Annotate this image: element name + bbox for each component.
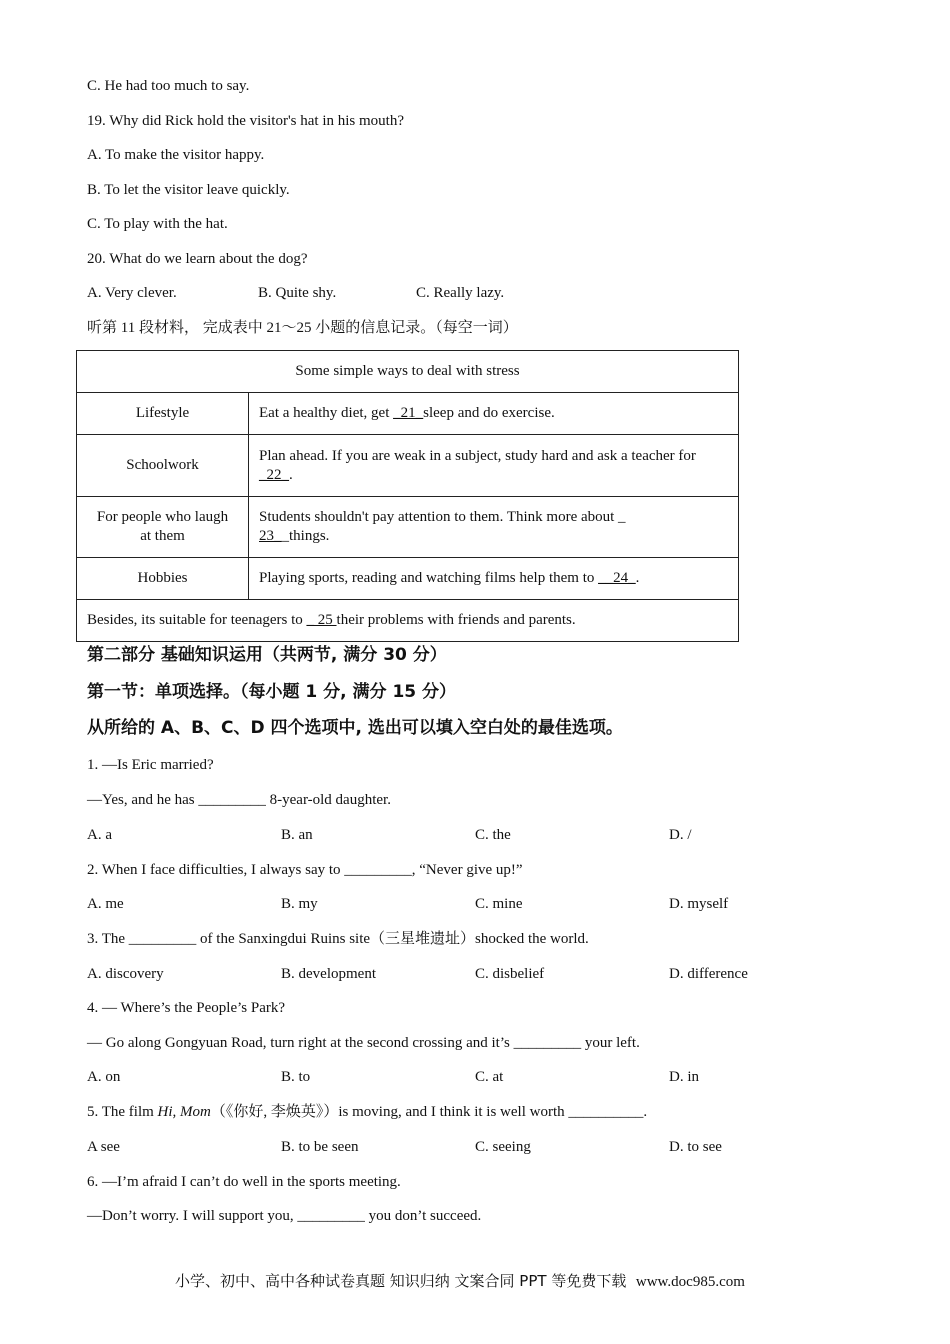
table-footer-row: Besides, its suitable for teenagers to _ 25 their problems with friends and parents. bbox=[77, 600, 739, 642]
q5-option-c: C. seeing bbox=[475, 1139, 531, 1155]
q2-option-b: B. my bbox=[281, 896, 318, 912]
q4-option-d: D. in bbox=[669, 1069, 699, 1085]
section1-instruction: 从所给的 A、B、C、D 四个选项中, 选出可以填入空白处的最佳选项。 bbox=[87, 718, 623, 738]
q6-stem: 6. —I’m afraid I can’t do well in the sports meeting. bbox=[87, 1174, 401, 1190]
q2-stem: 2. When I face difficulties, I always say to _________, “Never give up!” bbox=[87, 862, 523, 878]
q20-option-c: C. Really lazy. bbox=[416, 285, 505, 301]
q4-stem-line2: — Go along Gongyuan Road, turn right at the second crossing and it’s _________ your left. bbox=[87, 1035, 640, 1051]
q1-option-a: A. a bbox=[87, 827, 112, 843]
q5-option-b: B. to be seen bbox=[281, 1139, 359, 1155]
row-label: For people who laugh at them bbox=[77, 497, 249, 558]
footer-text: 小学、初中、高中各种试卷真题 知识归纳 文案合同 PPT 等免费下载 bbox=[175, 1272, 627, 1290]
blank-22[interactable]: _22_ bbox=[259, 466, 289, 483]
q2-option-a: A. me bbox=[87, 896, 124, 912]
table-row bbox=[77, 558, 739, 600]
q5-option-a: A see bbox=[87, 1139, 120, 1155]
q1-option-c: C. the bbox=[475, 827, 511, 843]
q1-stem: 1. —Is Eric married? bbox=[87, 757, 214, 773]
table-title: Some simple ways to deal with stress bbox=[77, 351, 739, 393]
blank-24[interactable]: __24_ bbox=[598, 570, 636, 586]
q1-option-d: D. / bbox=[669, 827, 692, 843]
row-label: Schoolwork bbox=[77, 435, 249, 497]
q20-option-b: B. Quite shy. bbox=[258, 285, 337, 301]
q5-option-d: D. to see bbox=[669, 1139, 722, 1155]
q4-stem: 4. — Where’s the People’s Park? bbox=[87, 1000, 286, 1016]
q3-option-b: B. development bbox=[281, 966, 376, 982]
q19-option-b: B. To let the visitor leave quickly. bbox=[87, 182, 290, 198]
q19-option-c: C. To play with the hat. bbox=[87, 216, 228, 232]
row-content: Plan ahead. If you are weak in a subject, study hard and ask a teacher for _22_. bbox=[249, 435, 739, 497]
table-row bbox=[77, 393, 739, 435]
page-footer bbox=[175, 1270, 745, 1291]
q3-option-c: C. disbelief bbox=[475, 966, 545, 982]
q20-option-a: A. Very clever. bbox=[87, 285, 177, 301]
q3-option-a: A. discovery bbox=[87, 966, 164, 982]
row-label: Lifestyle bbox=[77, 393, 249, 435]
q5-stem: 5. The film Hi, Mom（《你好, 李焕英》）is moving, and I think it is well worth __________. bbox=[87, 1104, 648, 1120]
blank-25[interactable]: _ 25 bbox=[306, 612, 337, 628]
q4-option-b: B. to bbox=[281, 1069, 311, 1085]
table-row bbox=[77, 497, 739, 558]
q1-stem-line2: —Yes, and he has _________ 8-year-old daughter. bbox=[87, 792, 391, 808]
table-row bbox=[77, 435, 739, 497]
film-title: Hi, Mom bbox=[157, 1104, 211, 1120]
row-label: Hobbies bbox=[77, 558, 249, 600]
q2-option-c: C. mine bbox=[475, 896, 523, 912]
row-content: Playing sports, reading and watching films help them to __24_. bbox=[249, 558, 739, 600]
q3-stem: 3. The _________ of the Sanxingdui Ruins site（三星堆遗址）shocked the world. bbox=[87, 931, 589, 947]
q3-option-d: D. difference bbox=[669, 966, 748, 982]
row-content: Students shouldn't pay attention to them. Think more about _ 23__things. bbox=[249, 497, 739, 558]
blank-23[interactable]: 23_ bbox=[259, 528, 282, 544]
q6-stem-line2: —Don’t worry. I will support you, _________ you don’t succeed. bbox=[87, 1208, 482, 1224]
row-content: Eat a healthy diet, get _21_sleep and do exercise. bbox=[249, 393, 739, 435]
footer-site-link[interactable]: www.doc985.com bbox=[635, 1274, 745, 1290]
blank-21[interactable]: _21_ bbox=[393, 405, 424, 421]
q19-stem: 19. Why did Rick hold the visitor's hat in his mouth? bbox=[87, 113, 404, 129]
stress-info-table bbox=[76, 350, 739, 642]
q1-option-b: B. an bbox=[281, 827, 313, 843]
q19-option-a: A. To make the visitor happy. bbox=[87, 147, 265, 163]
section11-instruction: 听第 11 段材料， 完成表中 21～25 小题的信息记录。（每空一词） bbox=[87, 320, 518, 336]
q4-option-c: C. at bbox=[475, 1069, 504, 1085]
q2-option-d: D. myself bbox=[669, 896, 729, 912]
part2-heading: 第二部分 基础知识运用（共两节, 满分 30 分） bbox=[87, 645, 447, 665]
q18-option-c: C. He had too much to say. bbox=[87, 78, 250, 94]
section1-heading: 第一节：单项选择。（每小题 1 分, 满分 15 分） bbox=[87, 682, 457, 702]
q4-option-a: A. on bbox=[87, 1069, 121, 1085]
q20-stem: 20. What do we learn about the dog? bbox=[87, 251, 308, 267]
